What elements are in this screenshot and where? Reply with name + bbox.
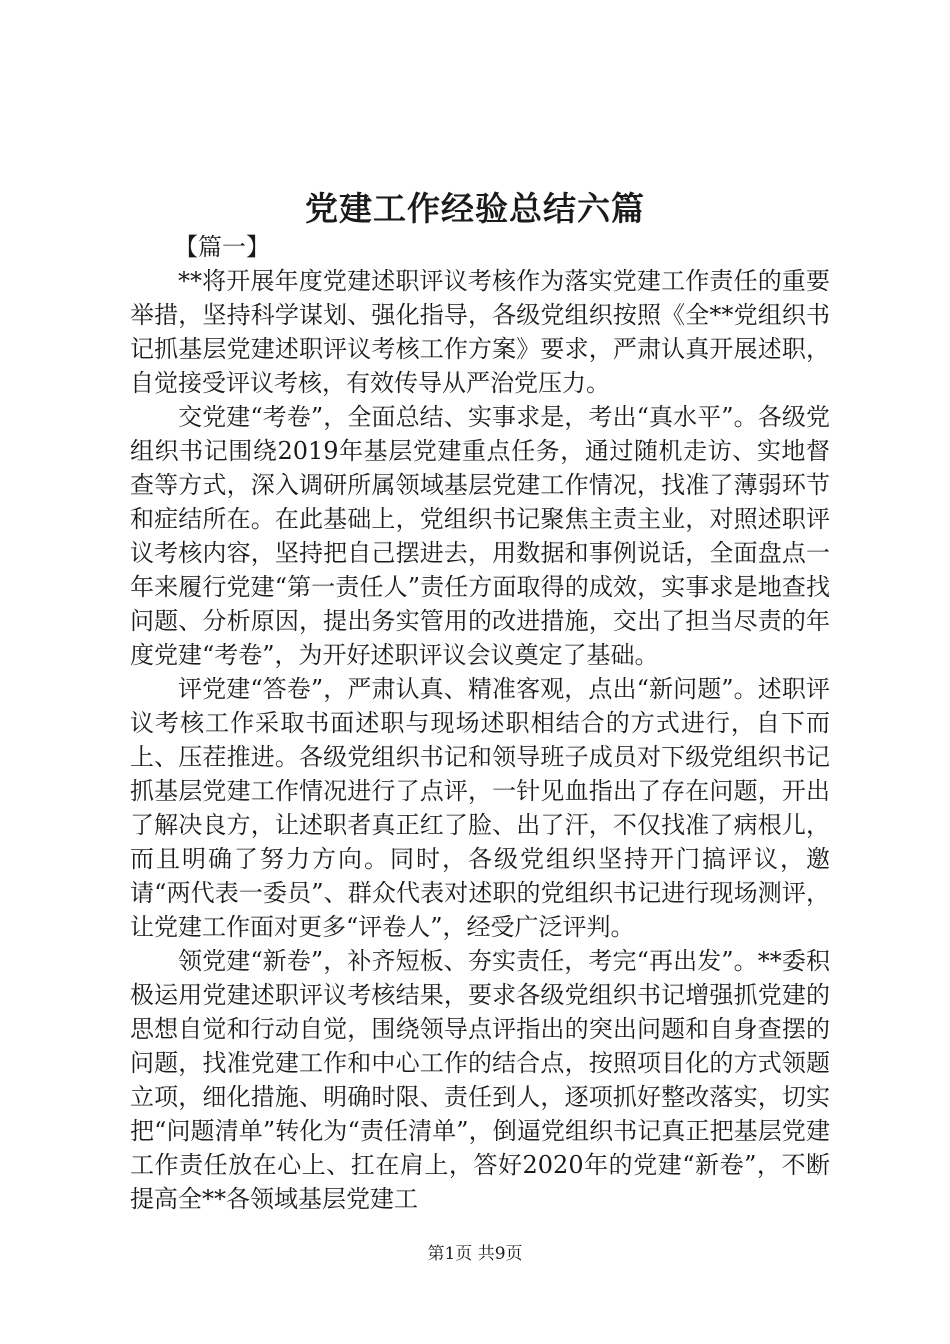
section-label: 【篇一】 (174, 233, 270, 261)
paragraph-4: 领党建“新卷”，补齐短板、夯实责任，考完“再出发”。**委积极运用党建述职评议考核结果，要求各级党组织书记增强抓党建的思想自觉和行动自觉，围绕领导点评指出的突出问题和自身查摆的问题，找准党建工作和中心工作的结合点，按照项目化的方式领题立项，细化措施、明确时限、责任到人，逐项抓好整改落实，切实把“问题清单”转化为“责任清单”，倒逼党组织书记真正把基层党建工作责任放在心上、扛在肩上，答好2020年的党建“新卷”，不断提高全**各领域基层党建工 (130, 947, 830, 1213)
document-body (130, 230, 830, 1216)
page-footer: 第1页 共9页 (427, 1244, 523, 1264)
document-title: 党建工作经验总结六篇 (305, 189, 645, 228)
paragraph-3: 评党建“答卷”，严肃认真、精准客观，点出“新问题”。述职评议考核工作采取书面述职与现场述职相结合的方式进行，自下而上、压茬推进。各级党组织书记和领导班子成员对下级党组织书记抓基层党建工作情况进行了点评，一针见血指出了存在问题，开出了解决良方，让述职者真正红了脸、出了汗，不仅找准了病根儿，而且明确了努力方向。同时，各级党组织坚持开门搞评议，邀请“两代表一委员”、群众代表对述职的党组织书记进行现场测评，让党建工作面对更多“评卷人”，经受广泛评判。 (130, 675, 830, 941)
paragraph-2: 交党建“考卷”，全面总结、实事求是，考出“真水平”。各级党组织书记围绕2019年基层党建重点任务，通过随机走访、实地督查等方式，深入调研所属领域基层党建工作情况，找准了薄弱环节和症结所在。在此基础上，党组织书记聚焦主责主业，对照述职评议考核内容，坚持把自己摆进去，用数据和事例说话，全面盘点一年来履行党建“第一责任人”责任方面取得的成效，实事求是地查找问题、分析原因，提出务实管用的改进措施，交出了担当尽责的年度党建“考卷”，为开好述职评议会议奠定了基础。 (130, 403, 830, 669)
paragraph-1: **将开展年度党建述职评议考核作为落实党建工作责任的重要举措，坚持科学谋划、强化指导，各级党组织按照《全**党组织书记抓基层党建述职评议考核工作方案》要求，严肃认真开展述职，自觉接受评议考核，有效传导从严治党压力。 (130, 267, 830, 397)
